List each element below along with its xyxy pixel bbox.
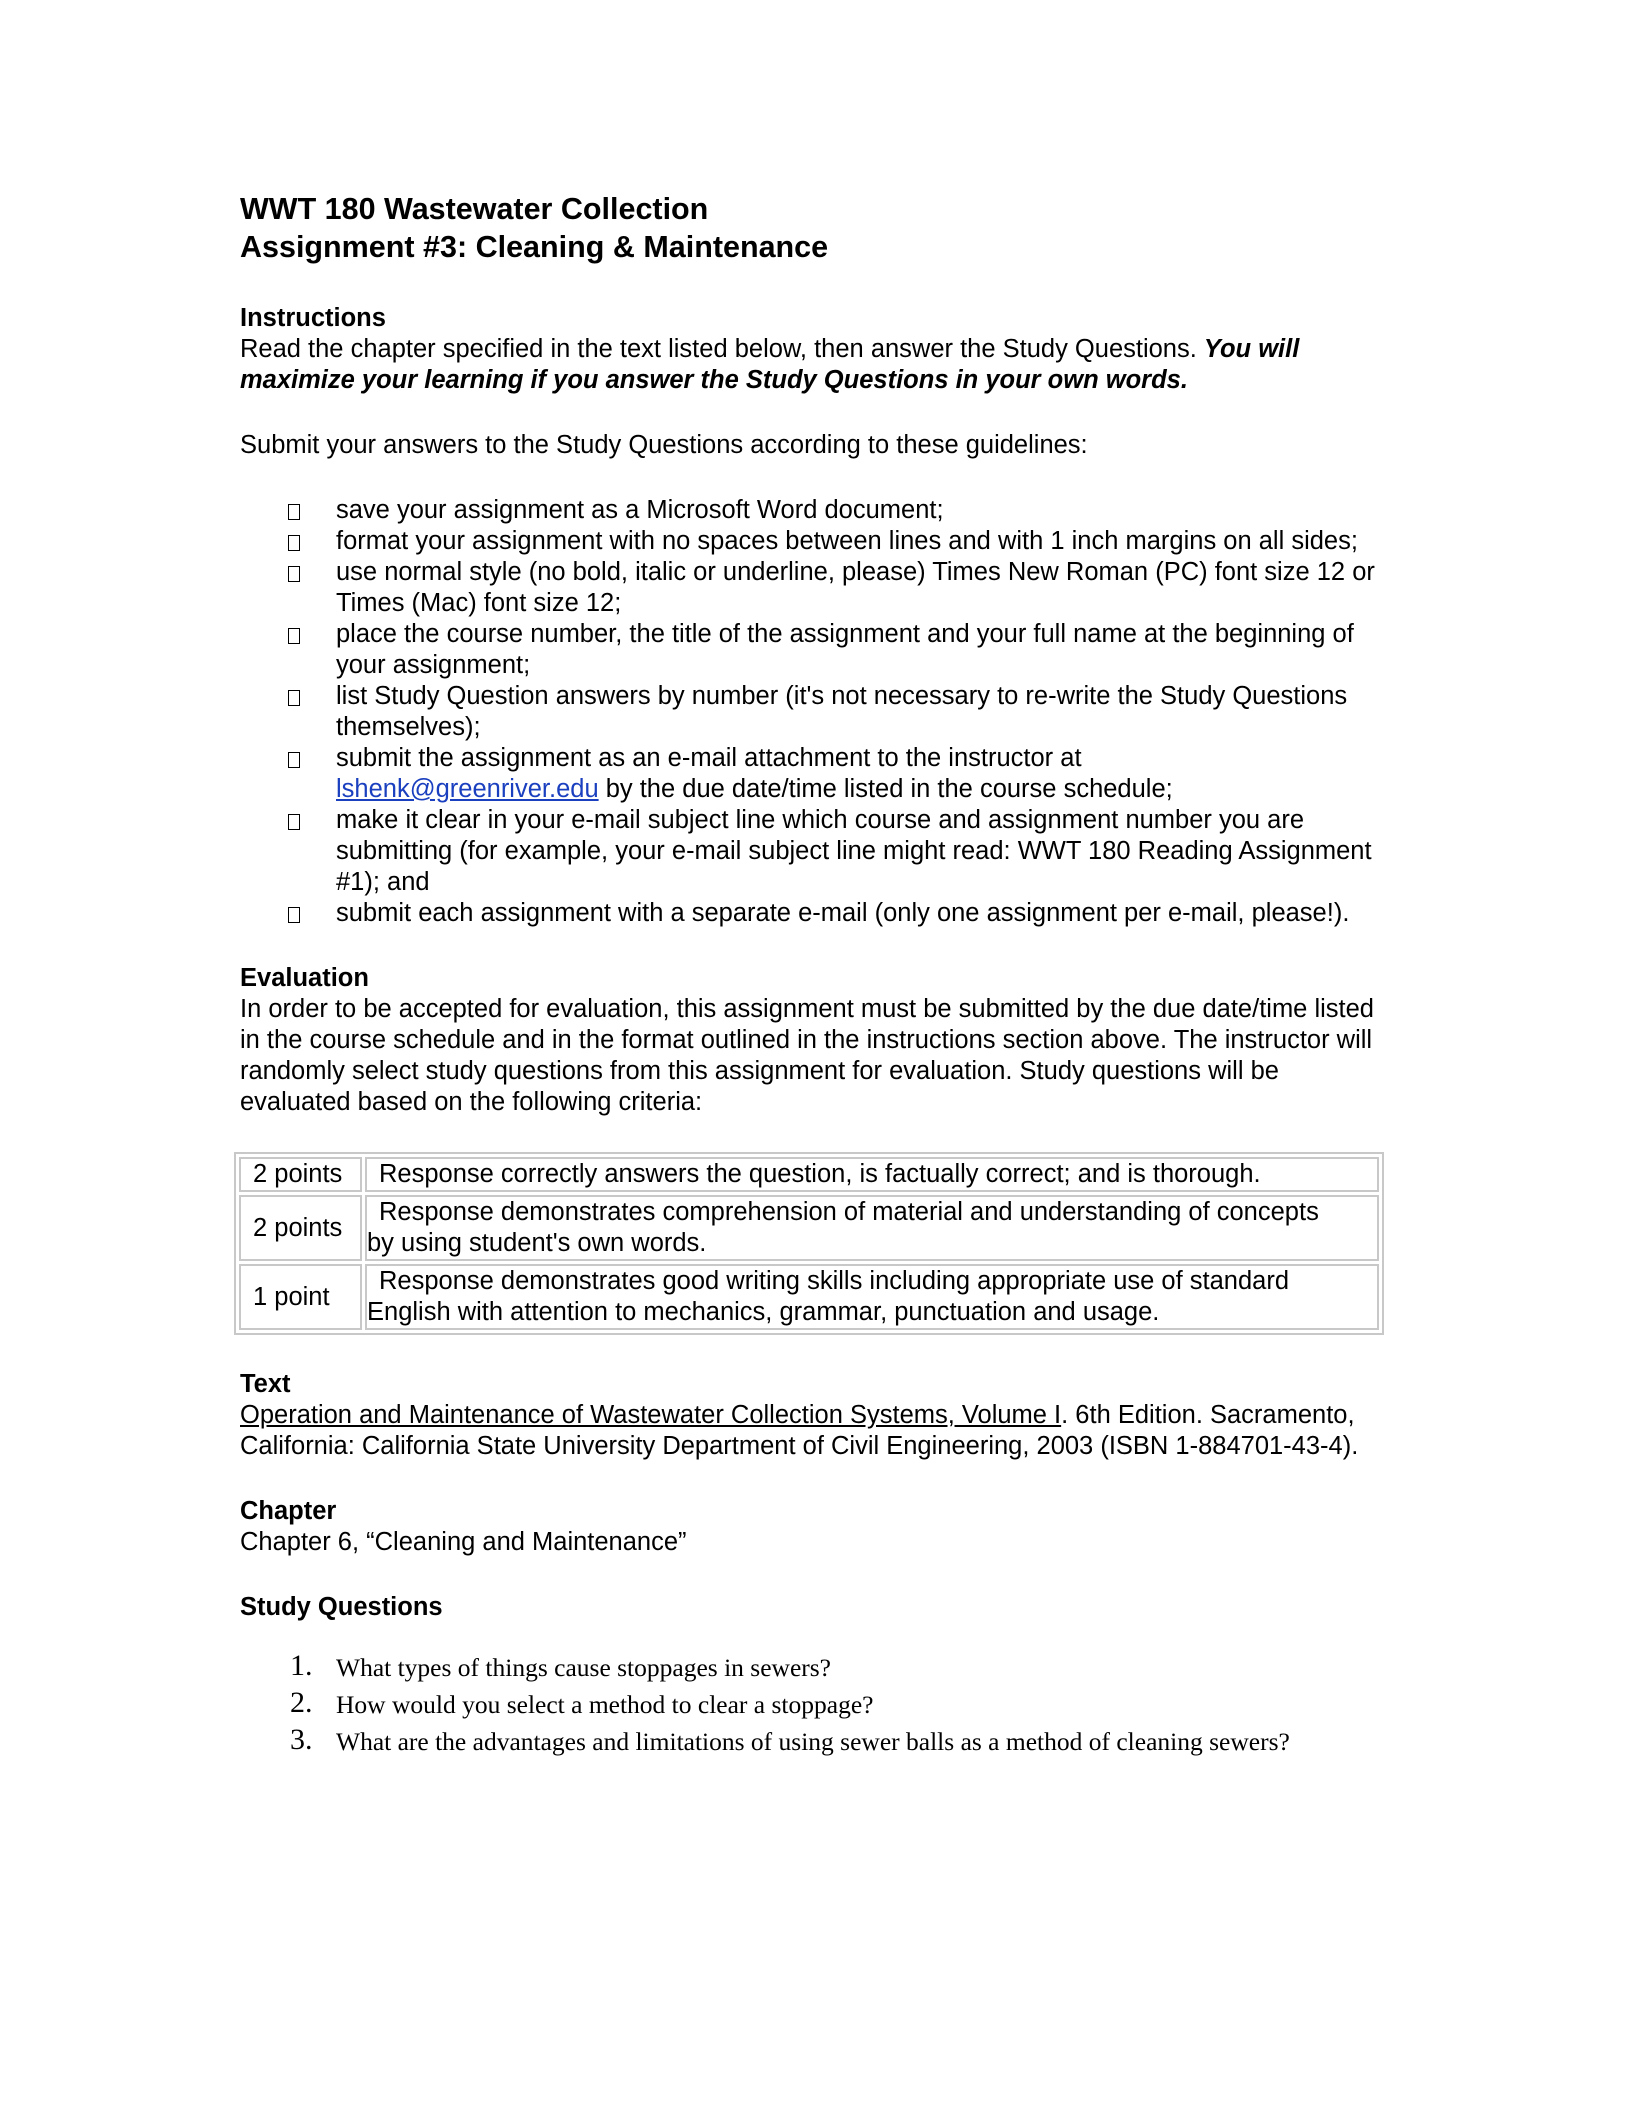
list-item: 1. What types of things cause stoppages in sewers? (290, 1649, 831, 1682)
bullet-box-icon (288, 566, 300, 582)
guideline-item: format your assignment with no spaces between lines and with 1 inch margins on all sides; (240, 526, 1390, 557)
guideline-item: submit the assignment as an e-mail attachment to the instructor at lshenk@greenriver.edu by the due date/time listed in the course schedule; (240, 743, 1390, 805)
criteria-table (234, 1152, 1384, 1335)
submit-intro: Submit your answers to the Study Questions according to these guidelines: (240, 431, 1088, 459)
instructor-email-link[interactable]: lshenk@greenriver.edu (336, 775, 599, 803)
criteria-description: Response demonstrates good writing skills including appropriate use of standard English with attention to mechanics, grammar, punctuation and usage. (365, 1264, 1379, 1330)
evaluation-text: In order to be accepted for evaluation, this assignment must be submitted by the due date/time listed in the course schedule and in the format outlined in the instructions section above. The instructor will randomly select study questions from this assignment for evaluation. Study questions will be evaluated based on the following criteria: (240, 995, 1374, 1116)
guideline-item: submit each assignment with a separate e-mail (only one assignment per e-mail, please!). (240, 898, 1390, 929)
bullet-box-icon (288, 907, 300, 923)
guidelines-list (240, 495, 1390, 929)
chapter-heading: Chapter (240, 1497, 337, 1525)
instructions-emphasis: You will maximize your learning if you answer the Study Questions in your own words. (240, 335, 1300, 394)
book-citation: Operation and Maintenance of Wastewater Collection Systems, Volume I. 6th Edition. Sacramento, California: California State University Department of Civil Engineering, 2003 (ISBN 1-884701-43-4). (240, 1401, 1359, 1460)
list-item: 3. What are the advantages and limitations of using sewer balls as a method of cleaning sewers? (290, 1723, 1290, 1756)
guideline-item: save your assignment as a Microsoft Word document; (240, 495, 1390, 526)
guideline-item: place the course number, the title of the assignment and your full name at the beginning of your assignment; (240, 619, 1390, 681)
bullet-box-icon (288, 535, 300, 551)
evaluation-heading: Evaluation (240, 964, 369, 992)
list-item: 2. How would you select a method to clear a stoppage? (290, 1686, 874, 1719)
guideline-item: list Study Question answers by number (it's not necessary to re-write the Study Questions themselves); (240, 681, 1390, 743)
chapter-text: Chapter 6, “Cleaning and Maintenance” (240, 1528, 687, 1556)
bullet-box-icon (288, 504, 300, 520)
bullet-box-icon (288, 814, 300, 830)
criteria-description: Response correctly answers the question, is factually correct; and is thorough. (365, 1157, 1379, 1192)
bullet-box-icon (288, 690, 300, 706)
study-questions-list (240, 1649, 1390, 1760)
instructions-plain: Read the chapter specified in the text listed below, then answer the Study Questions. (240, 335, 1204, 363)
instructions-heading: Instructions (240, 304, 386, 332)
criteria-points: 2 points (239, 1195, 362, 1261)
criteria-points: 2 points (239, 1157, 362, 1192)
bullet-box-icon (288, 628, 300, 644)
guideline-item: use normal style (no bold, italic or underline, please) Times New Roman (PC) font size 12 or Times (Mac) font size 12; (240, 557, 1390, 619)
instructions-text (240, 334, 1390, 396)
bullet-box-icon (288, 752, 300, 768)
table-row (239, 1157, 1379, 1192)
criteria-description: Response demonstrates comprehension of material and understanding of concepts by using student's own words. (365, 1195, 1379, 1261)
table-row (239, 1264, 1379, 1330)
assignment-title: Assignment #3: Cleaning & Maintenance (240, 230, 829, 264)
course-title: WWT 180 Wastewater Collection (240, 192, 709, 226)
criteria-points: 1 point (239, 1264, 362, 1330)
book-title: Operation and Maintenance of Wastewater Collection Systems, Volume I (240, 1401, 1062, 1429)
guideline-item: make it clear in your e-mail subject line which course and assignment number you are submitting (for example, your e-mail subject line might read: WWT 180 Reading Assignment #1); and (240, 805, 1390, 898)
text-heading: Text (240, 1370, 291, 1398)
table-row (239, 1195, 1379, 1261)
document-page (240, 190, 1390, 1760)
study-questions-heading: Study Questions (240, 1593, 443, 1621)
